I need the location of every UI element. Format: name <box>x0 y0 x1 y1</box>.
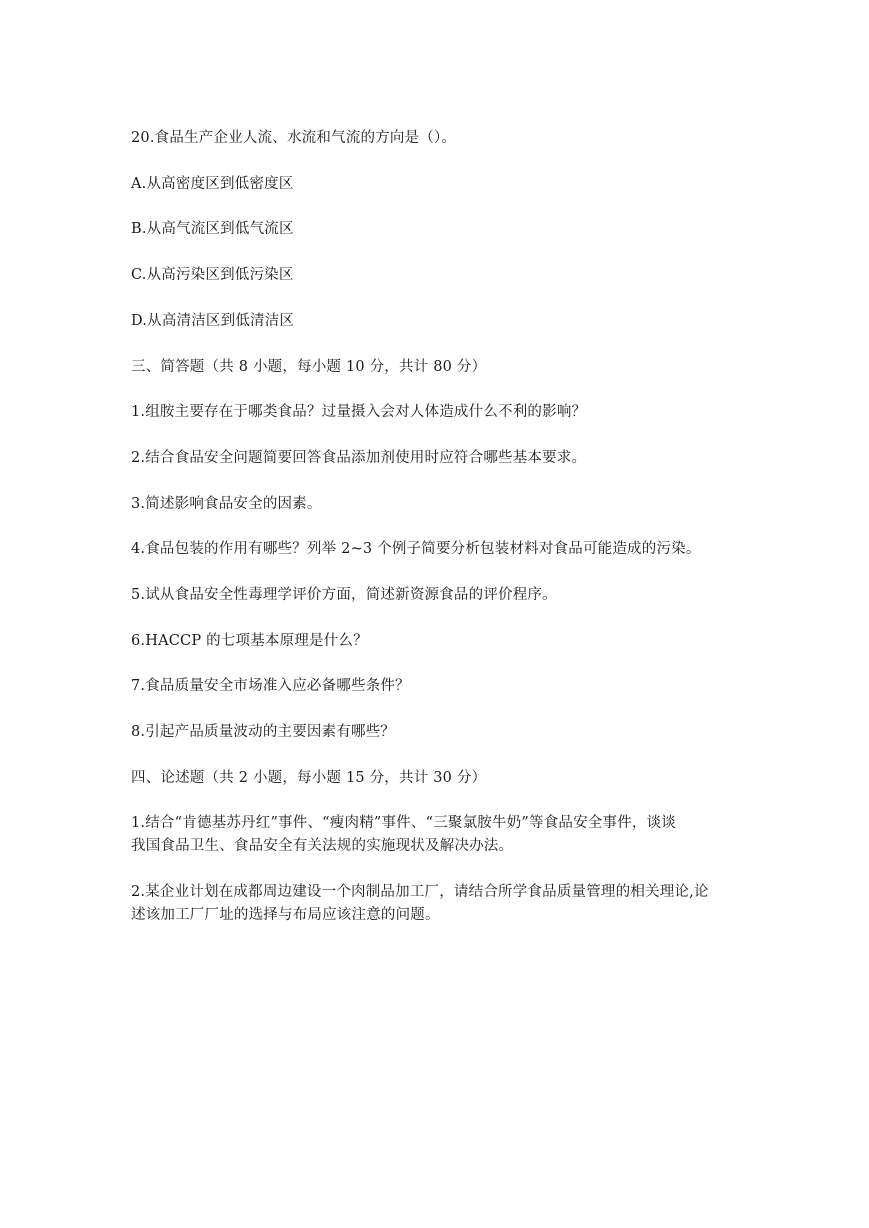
section-3-question-5: 5.试从食品安全性毒理学评价方面，简述新资源食品的评价程序。 <box>131 587 557 603</box>
question-20-option-b: B.从高气流区到低气流区 <box>131 221 294 237</box>
question-20-option-a: A.从高密度区到低密度区 <box>131 176 294 192</box>
section-4-question-2-line-2: 述该加工厂厂址的选择与布局应该注意的问题。 <box>131 907 440 923</box>
section-3-question-3: 3.简述影响食品安全的因素。 <box>131 496 322 512</box>
question-20-option-c: C.从高污染区到低污染区 <box>131 267 294 283</box>
section-3-question-7: 7.食品质量安全市场准入应必备哪些条件？ <box>131 678 410 694</box>
section-4-heading: 四、论述题（共 2 小题，每小题 15 分，共计 30 分） <box>131 770 487 786</box>
section-4-question-1-line-1: 1.结合“肯德基苏丹红”事件、“瘦肉精”事件、“三聚氯胺牛奶”等食品安全事件，谈谈 <box>131 815 677 831</box>
section-3-question-6: 6.HACCP 的七项基本原理是什么？ <box>131 633 368 649</box>
question-20-option-d: D.从高清洁区到低清洁区 <box>131 313 295 329</box>
section-3-question-2: 2.结合食品安全问题简要回答食品添加剂使用时应符合哪些基本要求。 <box>131 450 587 466</box>
section-3-question-1: 1.组胺主要存在于哪类食品？过量摄入会对人体造成什么不利的影响？ <box>131 404 587 420</box>
section-3-heading: 三、简答题（共 8 小题，每小题 10 分，共计 80 分） <box>131 359 487 375</box>
section-4-question-2-line-1: 2.某企业计划在成都周边建设一个肉制品加工厂，请结合所学食品质量管理的相关理论,论 <box>131 884 709 900</box>
question-20-stem: 20.食品生产企业人流、水流和气流的方向是（）。 <box>131 130 457 146</box>
section-3-question-8: 8.引起产品质量波动的主要因素有哪些？ <box>131 724 396 740</box>
section-3-question-4: 4.食品包装的作用有哪些？列举 2~3 个例子简要分析包装材料对食品可能造成的污染。 <box>131 541 701 557</box>
section-4-question-1-line-2: 我国食品卫生、食品安全有关法规的实施现状及解决办法。 <box>131 838 514 854</box>
